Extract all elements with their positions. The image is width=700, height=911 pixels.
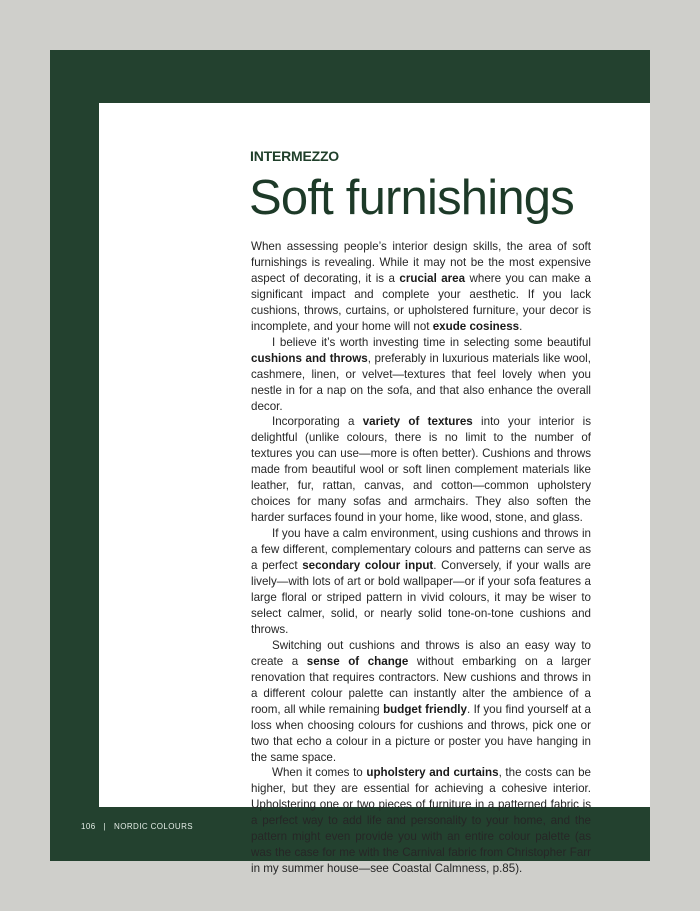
- paragraph-text: If you have a calm environment, using cushions and throws in a few different, complementary colours and patterns can serve as a perfect: [251, 527, 591, 573]
- page-number: 106: [81, 822, 96, 831]
- emphasis-text: exude cosiness: [432, 319, 520, 333]
- emphasis-text: upholstery and curtains: [366, 766, 499, 780]
- article-body: [251, 239, 591, 877]
- emphasis-text: budget friendly: [383, 702, 467, 716]
- book-title: NORDIC COLOURS: [114, 822, 193, 831]
- page-title: Soft furnishings: [249, 171, 574, 225]
- emphasis-text: sense of change: [306, 654, 409, 668]
- paragraph-text: into your interior is delightful (unlike colours, there is no limit to the number of textures you can use—more is often better). Cushions and throws made from beautiful wool or soft linen complement materials like leather, fur, rattan, canvas, and cotton—common upholstery choices for many sofas and armchairs. They also soften the harder surfaces found in your home, like wood, stone, and glass.: [251, 415, 591, 525]
- paragraph-text: .: [519, 319, 523, 333]
- emphasis-text: cushions and throws: [251, 351, 368, 365]
- paragraph-text: Incorporating a: [272, 415, 363, 429]
- body-paragraph: [251, 414, 591, 526]
- emphasis-text: variety of textures: [362, 415, 473, 429]
- body-paragraph: [251, 526, 591, 638]
- footer-separator: |: [103, 822, 107, 831]
- paragraph-text: Switching out cushions and throws is also an easy way to create a: [251, 638, 591, 668]
- body-paragraph: [251, 335, 591, 415]
- paragraph-text: where you can make a significant impact and complete your aesthetic. If you lack cushions, throws, curtains, or upholstered furniture, your decor is incomplete, and your home will not: [251, 271, 591, 333]
- paragraph-text: When it comes to: [272, 766, 367, 780]
- paragraph-text: I believe it’s worth investing time in selecting some beautiful: [272, 335, 591, 349]
- emphasis-text: secondary colour input: [302, 559, 434, 573]
- paragraph-text: , preferably in luxurious materials like wool, cashmere, linen, or velvet—textures that feel lovely when you nestle in for a nap on the sofa, and that also enhance the overall decor.: [251, 351, 591, 413]
- section-label: INTERMEZZO: [250, 148, 339, 164]
- body-paragraph: [251, 765, 591, 877]
- paragraph-text: , the costs can be higher, but they are essential for achieving a cohesive interior. Upholstering one or two pieces of furniture in a patterned fabric is a perfect way to add life and personality to your home, and the pattern might even provide you with an entire colour palette (as was the case for me with the Carnival fabric from Christopher Farr in my summer house—see Coastal Calmness, p.85).: [251, 766, 591, 876]
- paragraph-text: . If you find yourself at a loss when choosing colours for cushions and throws, pick one or two that echo a colour in a picture or poster you have hanging in the same space.: [251, 702, 591, 764]
- body-paragraph: [251, 239, 591, 335]
- emphasis-text: crucial area: [399, 271, 466, 285]
- page-footer: [81, 822, 193, 831]
- paragraph-text: without embarking on a larger renovation that requires contractors. New cushions and throws in a different colour palette can instantly alter the ambience of a room, all while remaining: [251, 654, 591, 716]
- paragraph-text: When assessing people’s interior design skills, the area of soft furnishings is revealing. While it may not be the most expensive aspect of decorating, it is a: [251, 240, 591, 285]
- body-paragraph: [251, 638, 591, 766]
- paragraph-text: . Conversely, if your walls are lively—with lots of art or bold wallpaper—or if your sofa features a large floral or striped pattern in vivid colours, it may be wiser to select calmer, solid, or nearly solid tone-on-tone cushions and throws.: [251, 559, 591, 636]
